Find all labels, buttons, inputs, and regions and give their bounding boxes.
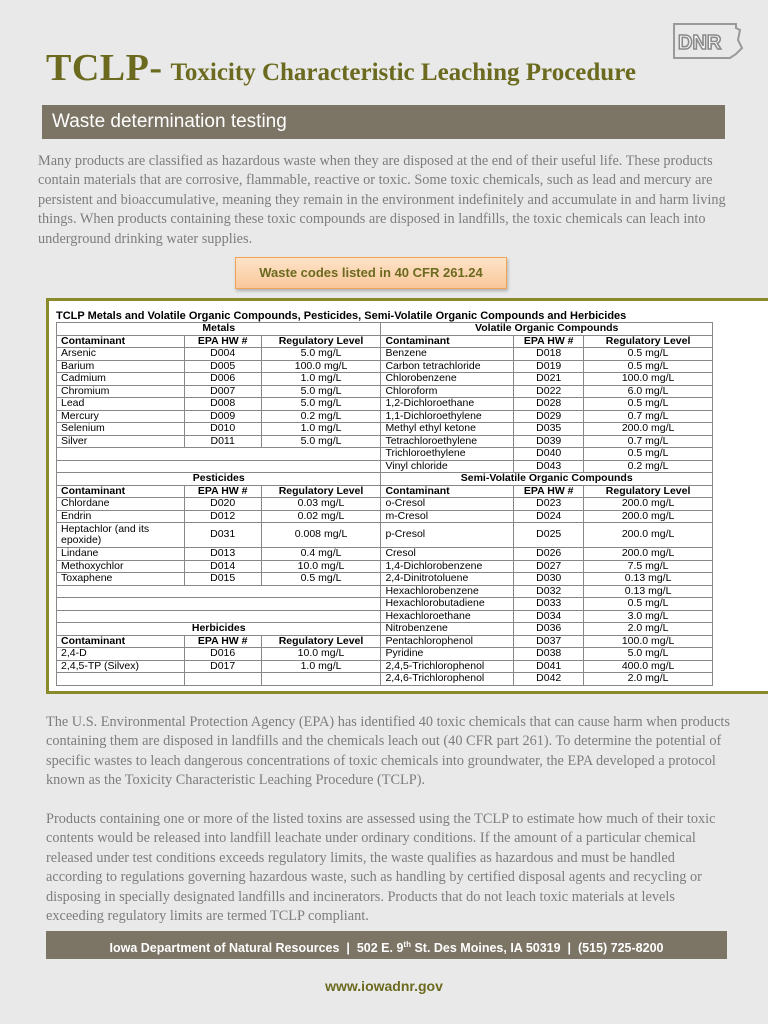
left-code-cell: D006 bbox=[184, 373, 261, 386]
group-header-left: Pesticides bbox=[57, 473, 381, 486]
right-contaminant-cell: Vinyl chloride bbox=[381, 460, 514, 473]
right-code-cell: D037 bbox=[514, 635, 584, 648]
table-row bbox=[57, 660, 713, 673]
right-contaminant-cell: 1,1-Dichloroethylene bbox=[381, 410, 514, 423]
right-code-cell: D018 bbox=[514, 348, 584, 361]
table-row bbox=[57, 410, 713, 423]
table-row bbox=[57, 560, 713, 573]
right-code-cell: D030 bbox=[514, 573, 584, 586]
table-row bbox=[57, 523, 713, 548]
left-code-cell: D008 bbox=[184, 398, 261, 411]
right-code-cell: D042 bbox=[514, 673, 584, 686]
left-contaminant-cell: 2,4,5-TP (Silvex) bbox=[57, 660, 185, 673]
right-contaminant-cell: Carbon tetrachloride bbox=[381, 360, 514, 373]
right-code-cell: D022 bbox=[514, 385, 584, 398]
right-level-cell: 7.5 mg/L bbox=[584, 560, 713, 573]
right-code-cell: D033 bbox=[514, 598, 584, 611]
right-level-cell: 3.0 mg/L bbox=[584, 610, 713, 623]
right-contaminant-cell: m-Cresol bbox=[381, 510, 514, 523]
left-empty-cell bbox=[57, 585, 381, 598]
right-contaminant-cell: o-Cresol bbox=[381, 498, 514, 511]
right-code-cell: D027 bbox=[514, 560, 584, 573]
table-title: TCLP Metals and Volatile Organic Compounds, Pesticides, Semi-Volatile Organic Compounds and Herbicides bbox=[56, 310, 627, 322]
right-contaminant-cell: 2,4,6-Trichlorophenol bbox=[381, 673, 514, 686]
group-header-left: Metals bbox=[57, 323, 381, 336]
left-contaminant-cell: Heptachlor (and its epoxide) bbox=[57, 523, 185, 548]
right-contaminant-cell: Pentachlorophenol bbox=[381, 635, 514, 648]
right-contaminant-cell: Pyridine bbox=[381, 648, 514, 661]
intro-paragraph: Many products are classified as hazardous waste when they are disposed at the end of their useful life. These products contain materials that are corrosive, flammable, reactive or toxic. Some toxic chemicals, such as lead and mercury are persistent and bioaccumulative, meaning they remain in the environment indefinitely and accumulate in and harm living things. When products containing these toxic compounds are disposed in landfills, the toxic chemicals can leach into underground drinking water supplies. bbox=[38, 153, 726, 247]
footer-separator: | bbox=[346, 941, 350, 956]
table-row bbox=[57, 435, 713, 448]
right-code-cell: D043 bbox=[514, 460, 584, 473]
right-code-cell: D024 bbox=[514, 510, 584, 523]
footer-separator: | bbox=[567, 941, 572, 956]
table-row bbox=[57, 510, 713, 523]
right-code-cell: D025 bbox=[514, 523, 584, 548]
right-code-cell: D029 bbox=[514, 410, 584, 423]
footer-address: 502 E. 9th St. Des Moines, IA 50319 bbox=[356, 940, 561, 956]
left-code-cell: D010 bbox=[184, 423, 261, 436]
right-contaminant-cell: Trichloroethylene bbox=[381, 448, 514, 461]
right-code-cell: D038 bbox=[514, 648, 584, 661]
left-empty-cell bbox=[57, 448, 381, 461]
left-contaminant-cell: Selenium bbox=[57, 423, 185, 436]
left-level-cell: 5.0 mg/L bbox=[261, 398, 381, 411]
left-contaminant-cell: Silver bbox=[57, 435, 185, 448]
right-code-cell: D041 bbox=[514, 660, 584, 673]
left-col-contaminant: Contaminant bbox=[57, 335, 185, 348]
left-level-cell: 0.03 mg/L bbox=[261, 498, 381, 511]
right-level-cell: 100.0 mg/L bbox=[584, 635, 713, 648]
table-row bbox=[57, 323, 713, 336]
group-header-right: Volatile Organic Compounds bbox=[381, 323, 713, 336]
left-col-regulatory-level: Regulatory Level bbox=[261, 485, 381, 498]
right-level-cell: 0.5 mg/L bbox=[584, 448, 713, 461]
left-contaminant-cell: Mercury bbox=[57, 410, 185, 423]
left-code-cell: D031 bbox=[184, 523, 261, 548]
table-row bbox=[57, 460, 713, 473]
right-level-cell: 6.0 mg/L bbox=[584, 385, 713, 398]
right-contaminant-cell: 1,4-Dichlorobenzene bbox=[381, 560, 514, 573]
table-row bbox=[57, 610, 713, 623]
left-level-cell: 5.0 mg/L bbox=[261, 385, 381, 398]
left-contaminant-cell: Lindane bbox=[57, 548, 185, 561]
left-code-cell: D017 bbox=[184, 660, 261, 673]
left-empty-cell bbox=[57, 610, 381, 623]
left-contaminant-cell: Toxaphene bbox=[57, 573, 185, 586]
left-contaminant-cell bbox=[57, 673, 185, 686]
right-code-cell: D034 bbox=[514, 610, 584, 623]
left-level-cell: 0.02 mg/L bbox=[261, 510, 381, 523]
right-code-cell: D039 bbox=[514, 435, 584, 448]
right-level-cell: 200.0 mg/L bbox=[584, 523, 713, 548]
logo-text: DNR bbox=[678, 32, 722, 54]
left-level-cell bbox=[261, 673, 381, 686]
right-contaminant-cell: 1,2-Dichloroethane bbox=[381, 398, 514, 411]
right-level-cell: 0.5 mg/L bbox=[584, 598, 713, 611]
left-code-cell bbox=[184, 673, 261, 686]
left-level-cell: 1.0 mg/L bbox=[261, 660, 381, 673]
right-contaminant-cell: Tetrachloroethylene bbox=[381, 435, 514, 448]
group-header-left: Herbicides bbox=[57, 623, 381, 636]
left-contaminant-cell: 2,4-D bbox=[57, 648, 185, 661]
left-code-cell: D007 bbox=[184, 385, 261, 398]
table-row bbox=[57, 623, 713, 636]
left-col-epa-hw: EPA HW # bbox=[184, 635, 261, 648]
table-row bbox=[57, 473, 713, 486]
table-row bbox=[57, 348, 713, 361]
right-level-cell: 400.0 mg/L bbox=[584, 660, 713, 673]
table-row bbox=[57, 398, 713, 411]
left-contaminant-cell: Methoxychlor bbox=[57, 560, 185, 573]
right-level-cell: 200.0 mg/L bbox=[584, 423, 713, 436]
left-contaminant-cell: Barium bbox=[57, 360, 185, 373]
table-row bbox=[57, 598, 713, 611]
website-link[interactable]: www.iowadnr.gov bbox=[325, 978, 443, 994]
left-code-cell: D011 bbox=[184, 435, 261, 448]
page-subtitle: Toxicity Characteristic Leaching Procedure bbox=[170, 59, 636, 86]
footer-phone: (515) 725-8200 bbox=[578, 941, 664, 956]
left-level-cell: 10.0 mg/L bbox=[261, 560, 381, 573]
left-contaminant-cell: Arsenic bbox=[57, 348, 185, 361]
section-title: Waste determination testing bbox=[42, 105, 725, 139]
left-code-cell: D013 bbox=[184, 548, 261, 561]
right-level-cell: 200.0 mg/L bbox=[584, 498, 713, 511]
table-row bbox=[57, 673, 713, 686]
left-code-cell: D015 bbox=[184, 573, 261, 586]
right-code-cell: D026 bbox=[514, 548, 584, 561]
right-col-contaminant: Contaminant bbox=[381, 335, 514, 348]
right-code-cell: D036 bbox=[514, 623, 584, 636]
left-code-cell: D020 bbox=[184, 498, 261, 511]
left-contaminant-cell: Chromium bbox=[57, 385, 185, 398]
right-col-regulatory-level: Regulatory Level bbox=[584, 485, 713, 498]
right-contaminant-cell: Benzene bbox=[381, 348, 514, 361]
table-row bbox=[57, 635, 713, 648]
right-col-regulatory-level: Regulatory Level bbox=[584, 335, 713, 348]
right-level-cell: 0.13 mg/L bbox=[584, 573, 713, 586]
right-level-cell: 2.0 mg/L bbox=[584, 623, 713, 636]
right-code-cell: D040 bbox=[514, 448, 584, 461]
right-code-cell: D023 bbox=[514, 498, 584, 511]
left-col-epa-hw: EPA HW # bbox=[184, 485, 261, 498]
right-contaminant-cell: Hexachloroethane bbox=[381, 610, 514, 623]
right-contaminant-cell: 2,4,5-Trichlorophenol bbox=[381, 660, 514, 673]
footer-bar bbox=[46, 931, 727, 959]
right-contaminant-cell: Methyl ethyl ketone bbox=[381, 423, 514, 436]
right-level-cell: 200.0 mg/L bbox=[584, 510, 713, 523]
right-level-cell: 100.0 mg/L bbox=[584, 373, 713, 386]
left-code-cell: D005 bbox=[184, 360, 261, 373]
left-contaminant-cell: Lead bbox=[57, 398, 185, 411]
right-contaminant-cell: Hexachlorobutadiene bbox=[381, 598, 514, 611]
left-level-cell: 5.0 mg/L bbox=[261, 435, 381, 448]
right-contaminant-cell: Chlorobenzene bbox=[381, 373, 514, 386]
right-level-cell: 200.0 mg/L bbox=[584, 548, 713, 561]
table-row bbox=[57, 385, 713, 398]
right-level-cell: 0.2 mg/L bbox=[584, 460, 713, 473]
left-level-cell: 0.5 mg/L bbox=[261, 573, 381, 586]
right-contaminant-cell: 2,4-Dinitrotoluene bbox=[381, 573, 514, 586]
tclp-table bbox=[56, 322, 713, 686]
right-code-cell: D032 bbox=[514, 585, 584, 598]
assessment-paragraph: Products containing one or more of the listed toxins are assessed using the TCLP to estimate how much of their toxic contents would be released into landfill leachate under ordinary conditions. If the amount of a particular chemical released under test conditions exceeds regulatory limits, the waste qualifies as hazardous and must be handled according to regulations governing hazardous waste, such as handling by certified disposal agents and recycling or disposing in specially designated landfills and incinerators. Products that do not leach toxic materials at levels exceeding regulatory limits are termed TCLP compliant. bbox=[46, 811, 716, 925]
left-level-cell: 0.008 mg/L bbox=[261, 523, 381, 548]
table-row bbox=[57, 360, 713, 373]
page-title: TCLP- bbox=[46, 47, 163, 89]
right-level-cell: 0.13 mg/L bbox=[584, 585, 713, 598]
left-code-cell: D004 bbox=[184, 348, 261, 361]
waste-codes-button[interactable]: Waste codes listed in 40 CFR 261.24 bbox=[235, 257, 507, 289]
left-code-cell: D009 bbox=[184, 410, 261, 423]
right-level-cell: 0.5 mg/L bbox=[584, 360, 713, 373]
left-empty-cell bbox=[57, 460, 381, 473]
dnr-logo bbox=[670, 18, 744, 62]
right-level-cell: 5.0 mg/L bbox=[584, 648, 713, 661]
right-code-cell: D035 bbox=[514, 423, 584, 436]
left-contaminant-cell: Cadmium bbox=[57, 373, 185, 386]
left-col-contaminant: Contaminant bbox=[57, 485, 185, 498]
table-row bbox=[57, 485, 713, 498]
right-contaminant-cell: Hexachlorobenzene bbox=[381, 585, 514, 598]
footer-org: Iowa Department of Natural Resources bbox=[109, 941, 340, 956]
table-row bbox=[57, 585, 713, 598]
right-col-epa-hw: EPA HW # bbox=[514, 335, 584, 348]
right-level-cell: 0.7 mg/L bbox=[584, 410, 713, 423]
left-code-cell: D014 bbox=[184, 560, 261, 573]
left-code-cell: D012 bbox=[184, 510, 261, 523]
right-level-cell: 0.5 mg/L bbox=[584, 348, 713, 361]
left-level-cell: 1.0 mg/L bbox=[261, 423, 381, 436]
right-code-cell: D021 bbox=[514, 373, 584, 386]
left-level-cell: 0.4 mg/L bbox=[261, 548, 381, 561]
right-contaminant-cell: p-Cresol bbox=[381, 523, 514, 548]
right-code-cell: D028 bbox=[514, 398, 584, 411]
table-row bbox=[57, 335, 713, 348]
left-empty-cell bbox=[57, 598, 381, 611]
table-row bbox=[57, 448, 713, 461]
right-contaminant-cell: Nitrobenzene bbox=[381, 623, 514, 636]
left-col-epa-hw: EPA HW # bbox=[184, 335, 261, 348]
table-row bbox=[57, 648, 713, 661]
left-code-cell: D016 bbox=[184, 648, 261, 661]
table-row bbox=[57, 498, 713, 511]
left-col-regulatory-level: Regulatory Level bbox=[261, 635, 381, 648]
left-contaminant-cell: Endrin bbox=[57, 510, 185, 523]
left-level-cell: 100.0 mg/L bbox=[261, 360, 381, 373]
left-level-cell: 10.0 mg/L bbox=[261, 648, 381, 661]
left-level-cell: 0.2 mg/L bbox=[261, 410, 381, 423]
right-level-cell: 2.0 mg/L bbox=[584, 673, 713, 686]
right-level-cell: 0.7 mg/L bbox=[584, 435, 713, 448]
right-contaminant-cell: Cresol bbox=[381, 548, 514, 561]
left-level-cell: 5.0 mg/L bbox=[261, 348, 381, 361]
right-col-contaminant: Contaminant bbox=[381, 485, 514, 498]
table-row bbox=[57, 373, 713, 386]
group-header-right: Semi-Volatile Organic Compounds bbox=[381, 473, 713, 486]
right-code-cell: D019 bbox=[514, 360, 584, 373]
left-col-regulatory-level: Regulatory Level bbox=[261, 335, 381, 348]
left-contaminant-cell: Chlordane bbox=[57, 498, 185, 511]
left-level-cell: 1.0 mg/L bbox=[261, 373, 381, 386]
table-row bbox=[57, 548, 713, 561]
right-level-cell: 0.5 mg/L bbox=[584, 398, 713, 411]
right-col-epa-hw: EPA HW # bbox=[514, 485, 584, 498]
epa-paragraph: The U.S. Environmental Protection Agency (EPA) has identified 40 toxic chemicals that can cause harm when products containing them are disposed in landfills and the chemicals leach out (40 CFR part 261). To determine the potential of specific wastes to leach dangerous concentrations of toxic chemicals into groundwater, the EPA developed a protocol known as the Toxicity Characteristic Leaching Procedure (TCLP). bbox=[46, 714, 730, 789]
left-col-contaminant: Contaminant bbox=[57, 635, 185, 648]
table-row bbox=[57, 573, 713, 586]
right-contaminant-cell: Chloroform bbox=[381, 385, 514, 398]
page-header bbox=[46, 46, 746, 96]
table-row bbox=[57, 423, 713, 436]
